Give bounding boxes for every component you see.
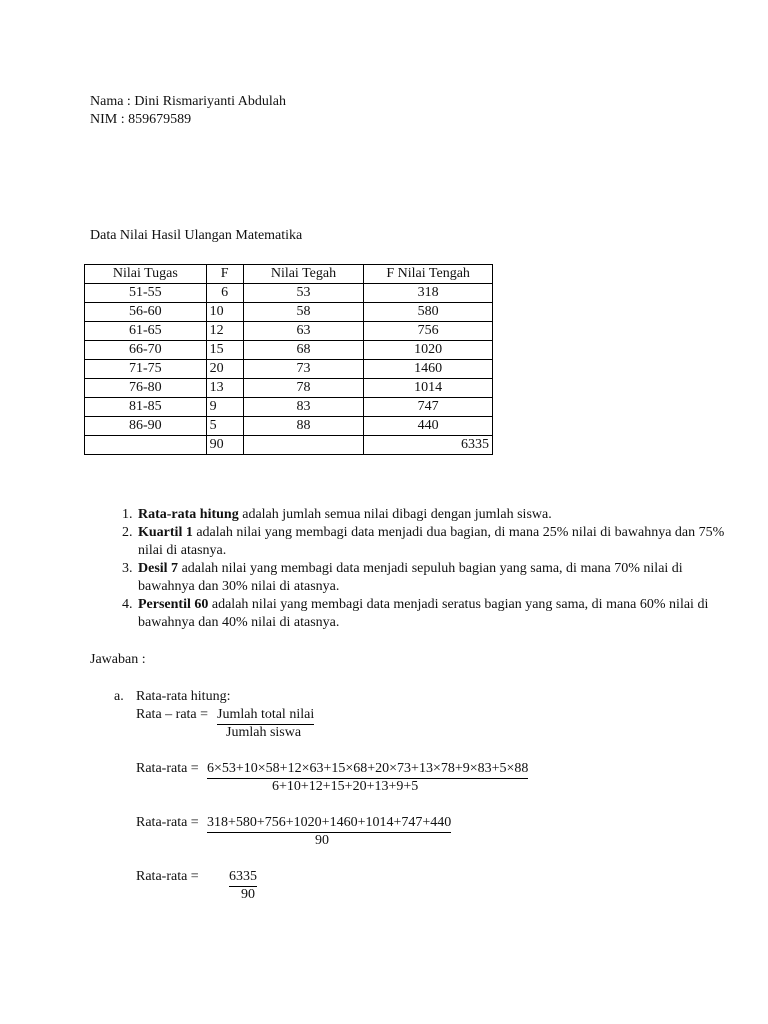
column-header: F [206, 265, 243, 284]
list-item [136, 596, 736, 632]
total-frequency: 90 [206, 436, 243, 455]
data-table [84, 264, 493, 455]
column-header: F Nilai Tengah [364, 265, 493, 284]
student-name: Nama : Dini Rismariyanti Abdulah [90, 94, 286, 109]
definition-text: adalah nilai yang membagi data menjadi sepuluh bagian yang sama, di mana 70% nilai di bawahnya dan 30% nilai di atasnya. [138, 561, 683, 594]
table-cell: 58 [243, 303, 364, 322]
table-row [85, 322, 493, 341]
table-row [85, 398, 493, 417]
table-cell: 71-75 [85, 360, 207, 379]
table-cell: 15 [206, 341, 243, 360]
table-cell: 1020 [364, 341, 493, 360]
table-cell: 63 [243, 322, 364, 341]
column-header: Nilai Tugas [85, 265, 207, 284]
definition-text: adalah nilai yang membagi data menjadi seratus bagian yang sama, di mana 60% nilai di bawahnya dan 40% nilai di atasnya. [138, 597, 709, 630]
table-cell: 747 [364, 398, 493, 417]
step1-lhs: Rata-rata = [136, 761, 199, 776]
table-cell: 56-60 [85, 303, 207, 322]
table-cell: 78 [243, 379, 364, 398]
definition-text: adalah jumlah semua nilai dibagi dengan jumlah siswa. [238, 507, 552, 522]
table-cell: 86-90 [85, 417, 207, 436]
student-nim: NIM : 859679589 [90, 112, 192, 127]
table-cell: 53 [243, 284, 364, 303]
table-cell: 756 [364, 322, 493, 341]
table-cell: 10 [206, 303, 243, 322]
list-item [136, 524, 736, 560]
table-title: Data Nilai Hasil Ulangan Matematika [90, 228, 303, 243]
table-row [85, 284, 493, 303]
table-row [85, 379, 493, 398]
table-cell: 318 [364, 284, 493, 303]
table-cell: 76-80 [85, 379, 207, 398]
step1-numerator: 6×53+10×58+12×63+15×68+20×73+13×78+9×83+5×88 [207, 760, 528, 779]
table-cell: 83 [243, 398, 364, 417]
table-row [85, 417, 493, 436]
table-cell [243, 436, 364, 455]
step2-lhs: Rata-rata = [136, 815, 199, 830]
table-cell: 9 [206, 398, 243, 417]
table-row [85, 341, 493, 360]
definition-term: Kuartil 1 [138, 525, 193, 540]
table-cell: 66-70 [85, 341, 207, 360]
table-cell: 1014 [364, 379, 493, 398]
table-cell: 68 [243, 341, 364, 360]
definitions-list [90, 506, 736, 632]
list-item [136, 560, 736, 596]
table-cell: 81-85 [85, 398, 207, 417]
definition-term: Rata-rata hitung [138, 507, 239, 522]
table-cell: 51-55 [85, 284, 207, 303]
answer-marker: a. [114, 689, 124, 704]
table-cell: 73 [243, 360, 364, 379]
table-cell: 12 [206, 322, 243, 341]
step3-numerator: 6335 [229, 868, 257, 887]
step1-denominator: 6+10+12+15+20+13+9+5 [272, 779, 419, 794]
table-cell: 580 [364, 303, 493, 322]
table-cell: 88 [243, 417, 364, 436]
step3-denominator: 90 [241, 887, 255, 902]
column-header: Nilai Tegah [243, 265, 364, 284]
table-cell: 5 [206, 417, 243, 436]
table-row [85, 303, 493, 322]
formula-denominator: Jumlah siswa [226, 725, 302, 740]
table-cell: 20 [206, 360, 243, 379]
definition-text: adalah nilai yang membagi data menjadi dua bagian, di mana 25% nilai di bawahnya dan 75% nilai di atasnya. [138, 525, 725, 558]
step2-denominator: 90 [315, 833, 329, 848]
table-cell: 1460 [364, 360, 493, 379]
table-total-row [85, 436, 493, 455]
answer-title: Rata-rata hitung: [136, 689, 231, 704]
definition-term: Persentil 60 [138, 597, 209, 612]
definition-term: Desil 7 [138, 561, 179, 576]
jawaban-label: Jawaban : [90, 652, 146, 667]
table-row [85, 360, 493, 379]
list-item [136, 506, 736, 524]
table-cell [85, 436, 207, 455]
formula-lhs: Rata – rata = [136, 707, 209, 722]
step3-lhs: Rata-rata = [136, 869, 199, 884]
table-header-row [85, 265, 493, 284]
table-cell: 13 [206, 379, 243, 398]
total-f-nilai-tengah: 6335 [364, 436, 493, 455]
table-cell: 440 [364, 417, 493, 436]
formula-numerator: Jumlah total nilai [217, 706, 314, 725]
step2-numerator: 318+580+756+1020+1460+1014+747+440 [207, 814, 451, 833]
table-cell: 61-65 [85, 322, 207, 341]
table-cell: 6 [206, 284, 243, 303]
